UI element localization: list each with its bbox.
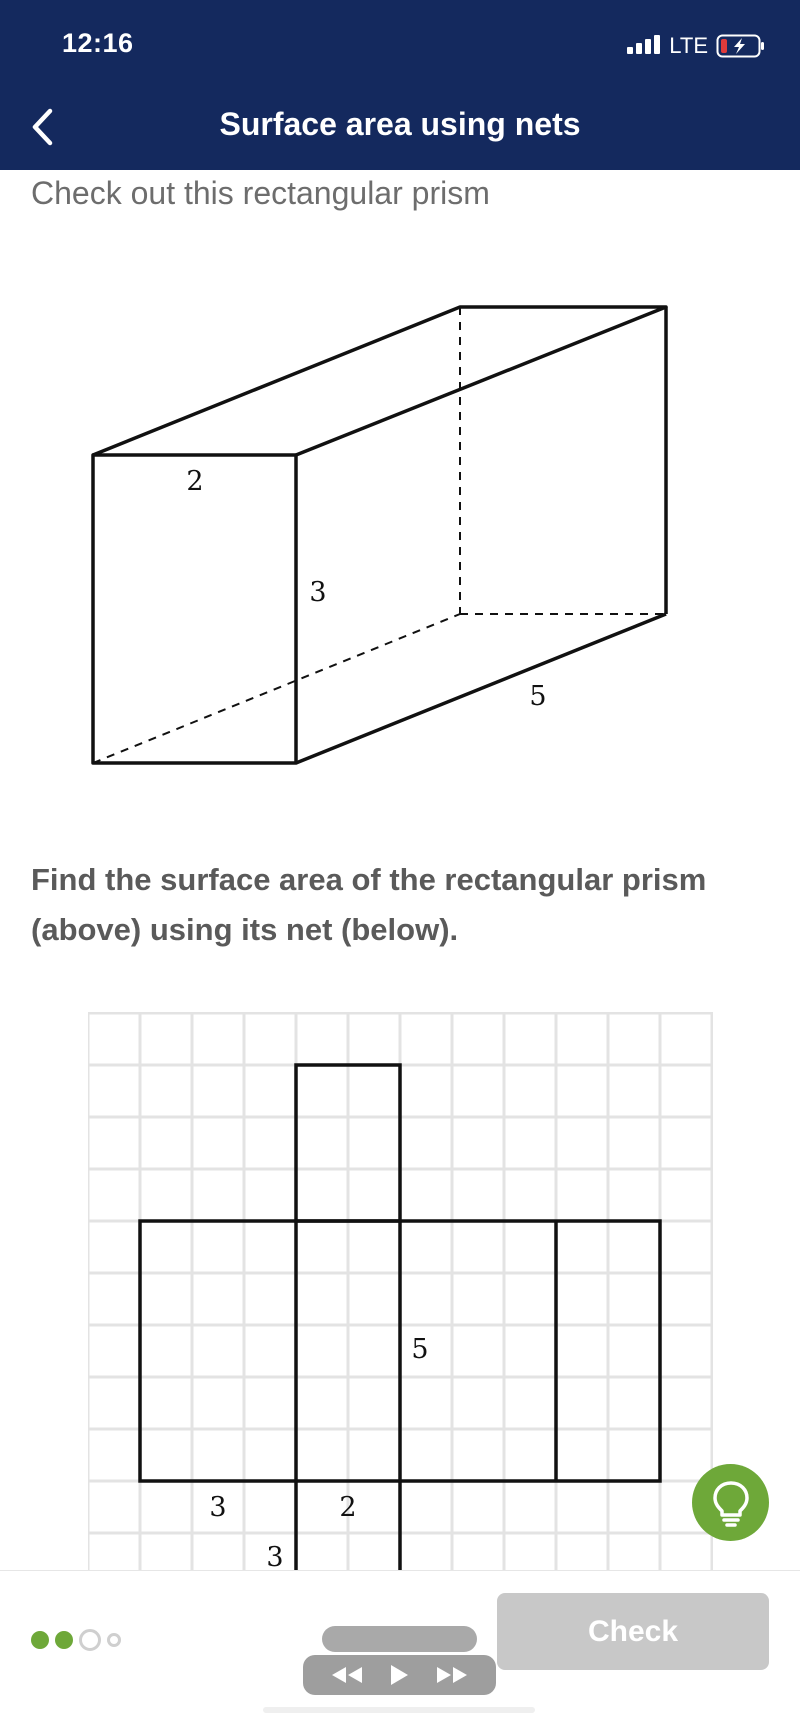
- fast-forward-icon[interactable]: [435, 1665, 469, 1685]
- status-time: 12:16: [62, 28, 134, 58]
- hint-button[interactable]: [692, 1464, 769, 1541]
- progress-dot-complete: [31, 1631, 49, 1649]
- prism-front-face: [93, 455, 296, 763]
- net-width-label: 2: [339, 1492, 357, 1523]
- progress-dot-current: [79, 1629, 101, 1651]
- intro-text: Check out this rectangular prism: [31, 175, 490, 211]
- prism-length-label: 5: [529, 681, 547, 712]
- status-indicators: [627, 32, 766, 60]
- prism-figure: [80, 295, 680, 775]
- home-indicator: [263, 1707, 535, 1713]
- prism-height-label: 3: [309, 577, 327, 608]
- prism-hidden-bottom-edge: [93, 614, 460, 763]
- progress-dot-upcoming: [107, 1633, 121, 1647]
- battery-charging-icon: [716, 33, 766, 59]
- progress-indicator: [31, 1629, 127, 1651]
- media-scrubber[interactable]: [322, 1626, 477, 1652]
- play-icon[interactable]: [389, 1664, 409, 1686]
- net-height-label: 3: [209, 1492, 227, 1523]
- lightbulb-icon: [711, 1479, 751, 1527]
- media-controls: [303, 1655, 496, 1695]
- net-figure: [88, 1012, 713, 1570]
- check-button[interactable]: Check: [497, 1593, 769, 1670]
- prism-top-face: [93, 307, 666, 455]
- page-title: Surface area using nets: [219, 106, 581, 142]
- prism-width-label: 2: [186, 466, 204, 497]
- carrier-label: LTE: [669, 33, 708, 58]
- bottom-bar: [0, 1570, 800, 1731]
- rewind-icon[interactable]: [330, 1665, 364, 1685]
- prism-bottom-edge: [296, 614, 666, 763]
- question-text: Find the surface area of the rectangular prism (above) using its net (below).: [31, 862, 707, 947]
- signal-icon: [627, 34, 663, 58]
- net-length-label: 5: [411, 1334, 429, 1365]
- progress-dot-complete: [55, 1631, 73, 1649]
- app-header: [0, 0, 800, 170]
- net-height-label-lower: 3: [266, 1542, 284, 1570]
